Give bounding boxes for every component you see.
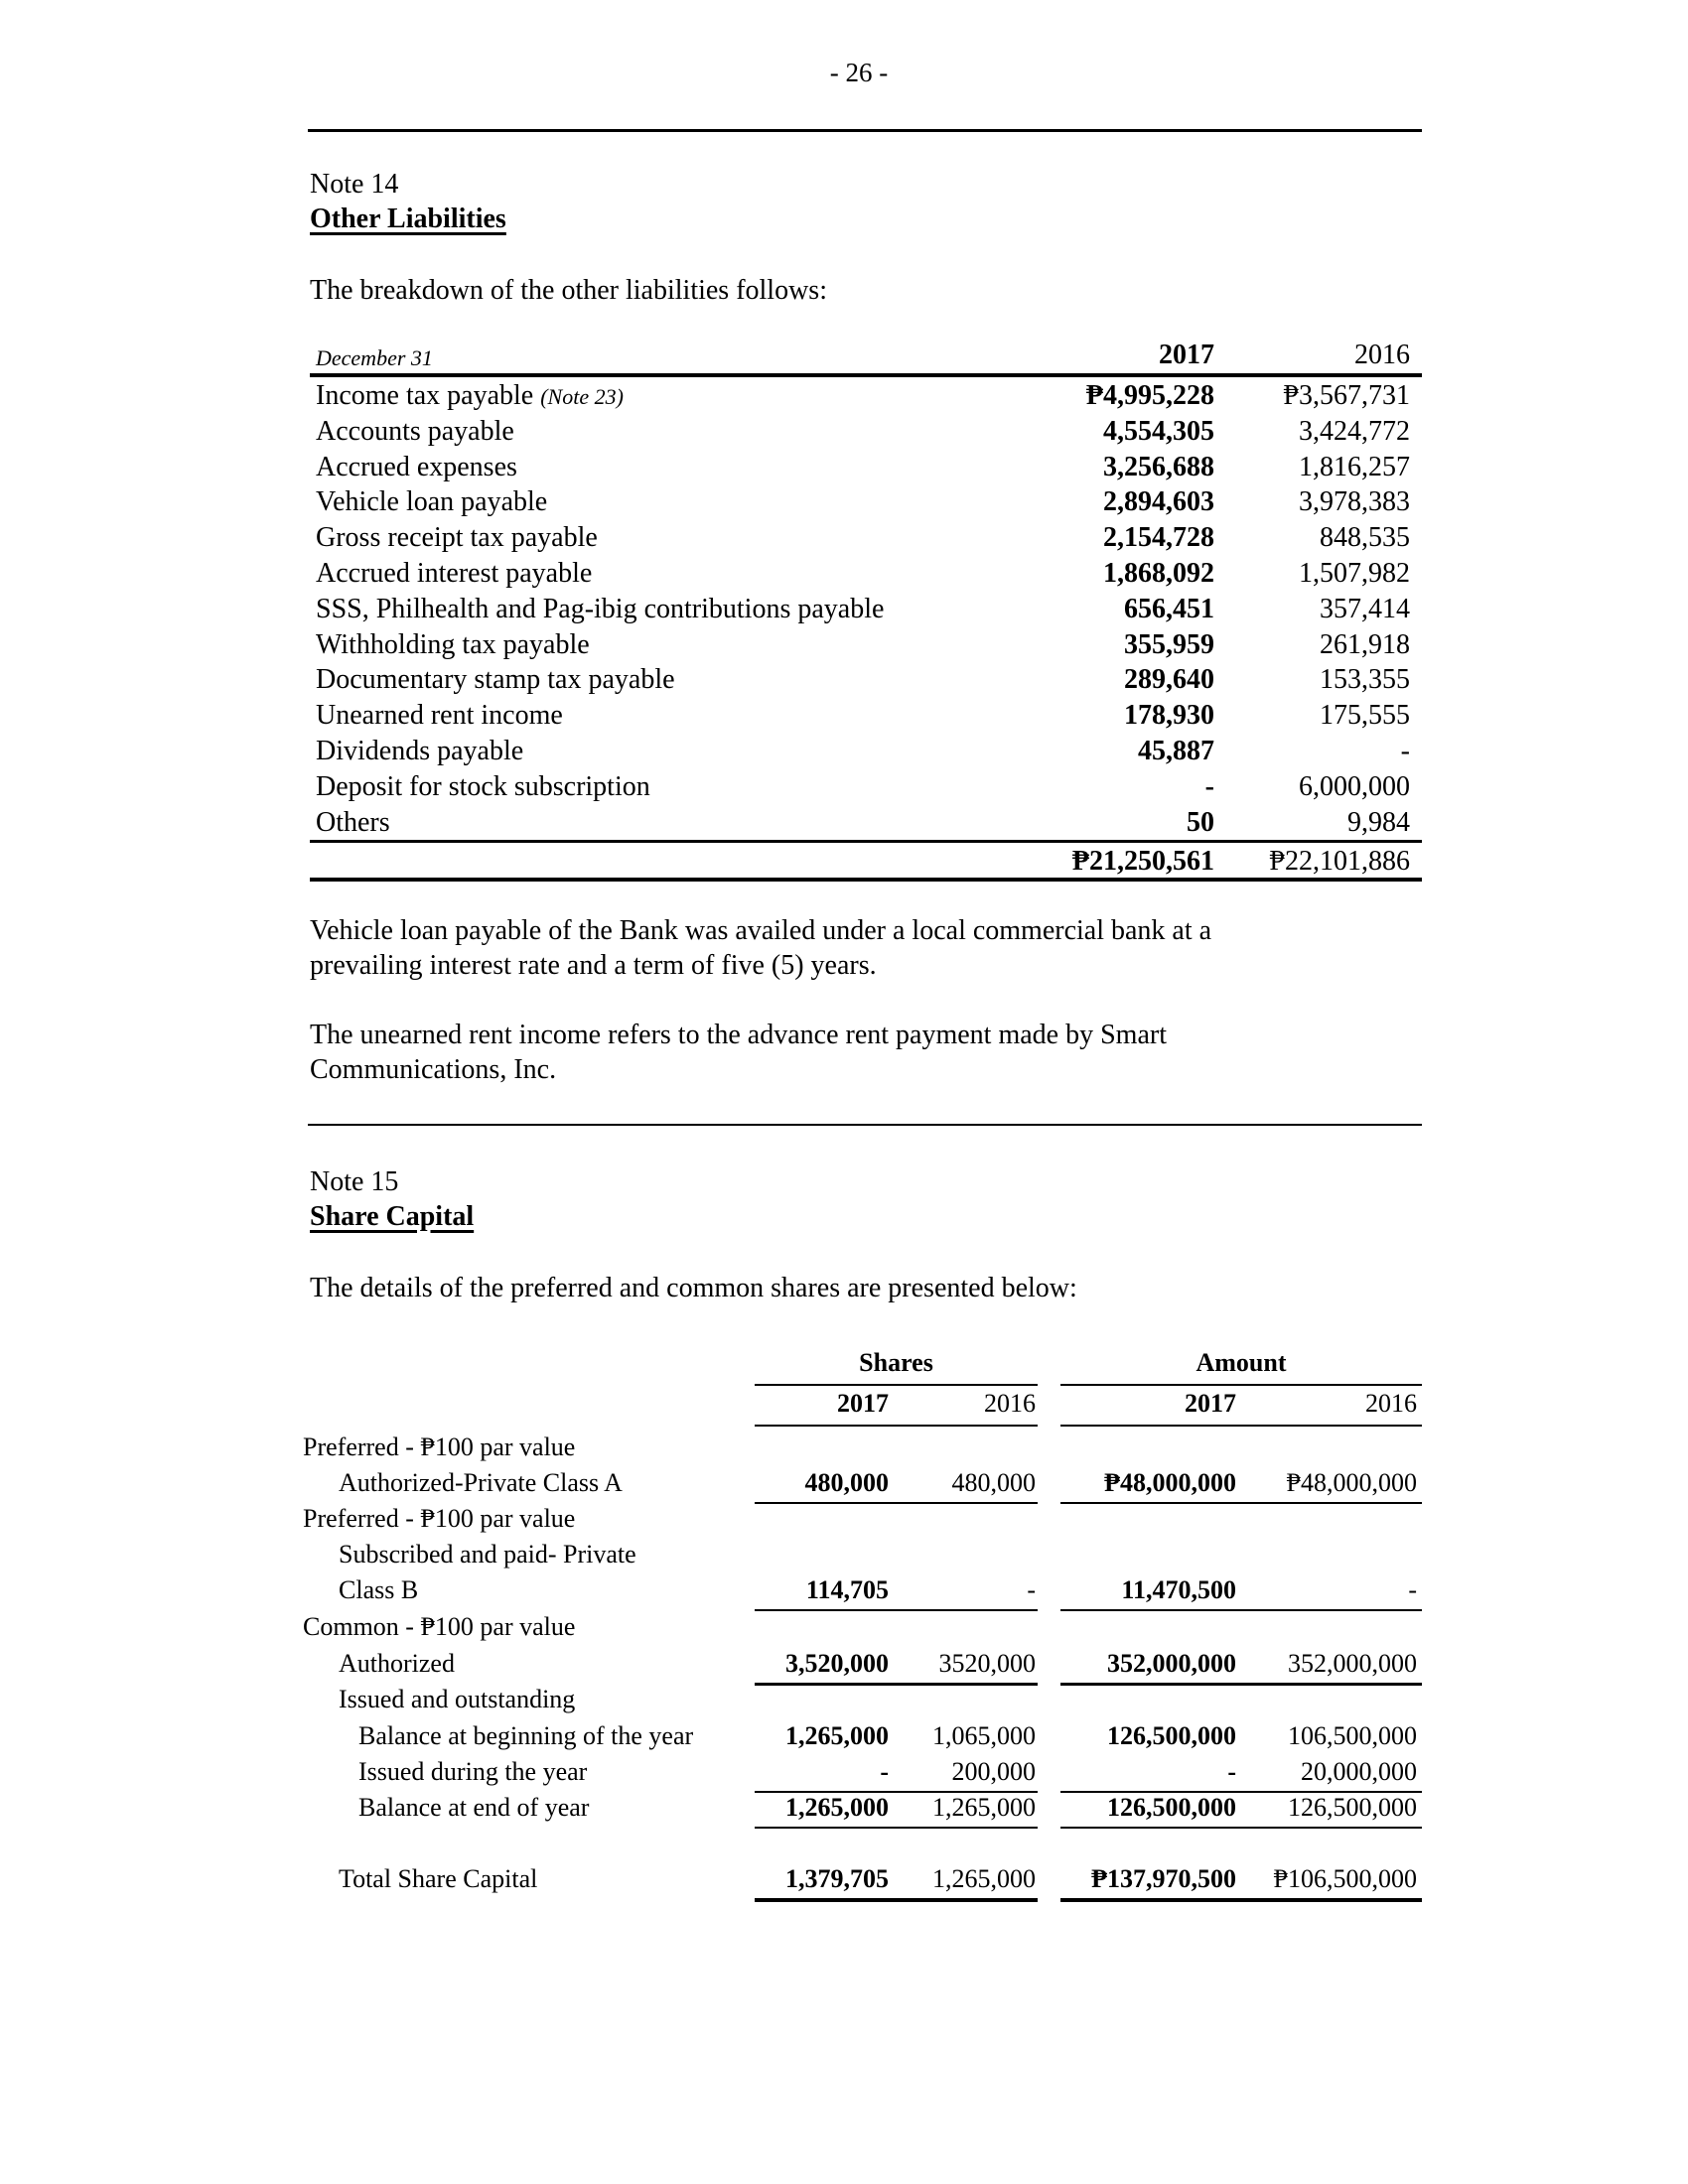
row-label-text: Unearned rent income [316, 700, 563, 732]
row-value-2: 3520,000 [938, 1649, 1036, 1678]
row-label [316, 662, 675, 698]
row-value-3: 126,500,000 [1107, 1721, 1236, 1750]
note15-title: Share Capital [310, 1201, 475, 1232]
table-row [303, 1501, 1425, 1537]
table-row [316, 450, 1418, 485]
header-rule [308, 129, 1422, 132]
row-label: Issued during the year [358, 1757, 588, 1786]
value-2016: 3,978,383 [1299, 486, 1410, 518]
amount-2017-header: 2017 [1185, 1389, 1236, 1418]
row-label-text: SSS, Philhealth and Pag-ibig contributions payable [316, 593, 885, 624]
row-label: Authorized-Private Class A [339, 1468, 623, 1497]
table-header-row [316, 338, 1418, 373]
amount-year-rule [1060, 1425, 1422, 1427]
row-value-2: 480,000 [951, 1468, 1036, 1497]
value-2017: 2,894,603 [1103, 486, 1214, 518]
row-value-2: 200,000 [951, 1757, 1036, 1786]
section-divider [308, 1124, 1422, 1126]
header-2016: 2016 [1354, 340, 1410, 370]
shares-2017-header: 2017 [837, 1389, 889, 1418]
value-2016: ₱3,567,731 [1283, 380, 1410, 411]
row-value-2: 1,065,000 [932, 1721, 1036, 1750]
value-2017: ₱4,995,228 [1085, 380, 1214, 411]
table-row [316, 520, 1418, 556]
row-label-text: Gross receipt tax payable [316, 522, 598, 554]
row-label [316, 805, 390, 841]
paragraph-line: Communications, Inc. [310, 1054, 557, 1085]
row-value-4: 106,500,000 [1288, 1721, 1417, 1750]
paragraph-line: The unearned rent income refers to the advance rent payment made by Smart [310, 1020, 1167, 1050]
row-label: Common - ₱100 par value [303, 1612, 576, 1641]
row-label [316, 556, 592, 592]
subtotal-rule [310, 840, 1422, 843]
table-row [316, 698, 1418, 734]
vehicle-loan-paragraph [310, 913, 1211, 983]
value-2017: 50 [1187, 806, 1214, 838]
row-label-text: Withholding tax payable [316, 628, 590, 660]
row-value-3: ₱48,000,000 [1104, 1468, 1236, 1497]
row-value-4: 126,500,000 [1288, 1793, 1417, 1822]
row-label [316, 484, 547, 520]
row-value-1: 3,520,000 [785, 1649, 889, 1678]
row-note-ref: (Note 23) [540, 384, 624, 409]
table-row [316, 662, 1418, 698]
row-value-3: 126,500,000 [1107, 1793, 1236, 1822]
row-label [316, 734, 523, 769]
row-label: Class B [339, 1575, 419, 1604]
value-2016: 1,507,982 [1299, 558, 1410, 589]
paragraph-line: Vehicle loan payable of the Bank was availed under a local commercial bank at a [310, 915, 1212, 946]
table-row [316, 484, 1418, 520]
value-2017: 4,554,305 [1103, 415, 1214, 447]
row-label: Balance at end of year [358, 1793, 590, 1822]
row-label-text: Deposit for stock subscription [316, 770, 650, 802]
value-2017: 178,930 [1124, 700, 1214, 732]
row-label-text: Accrued expenses [316, 451, 517, 482]
row-value-4: ₱106,500,000 [1273, 1864, 1417, 1893]
table-row [303, 1646, 1425, 1682]
note14-label: Note 14 [310, 169, 399, 200]
row-value-1: 480,000 [804, 1468, 889, 1497]
table-row [303, 1718, 1425, 1754]
row-value-2: 1,265,000 [932, 1793, 1036, 1822]
value-2017: 3,256,688 [1103, 451, 1214, 482]
note14-title: Other Liabilities [310, 204, 506, 234]
note15-intro: The details of the preferred and common shares are presented below: [310, 1273, 1077, 1303]
row-value-4: 352,000,000 [1288, 1649, 1417, 1678]
value-2016: 9,984 [1347, 806, 1410, 838]
row-value-1: 114,705 [805, 1575, 889, 1604]
value-2016: 6,000,000 [1299, 770, 1410, 802]
year-header-row [303, 1386, 1425, 1422]
value-2016: 1,816,257 [1299, 451, 1410, 482]
note15-label: Note 15 [310, 1166, 399, 1197]
value-2016: 261,918 [1320, 628, 1410, 660]
shares-2016-header: 2016 [984, 1389, 1036, 1418]
table-row [303, 1572, 1425, 1608]
row-value-1: 1,265,000 [785, 1721, 889, 1750]
row-label-text: Documentary stamp tax payable [316, 664, 675, 696]
table-header-rule [310, 373, 1422, 377]
row-label [316, 592, 884, 627]
value-2017: 656,451 [1124, 593, 1214, 624]
table-row [303, 1790, 1425, 1826]
row-value-1: - [880, 1757, 889, 1786]
row-label: Total Share Capital [339, 1864, 538, 1893]
row-label-text: Others [316, 806, 390, 838]
table-row [316, 378, 1418, 414]
value-2017: 355,959 [1124, 628, 1214, 660]
row-label: Balance at beginning of the year [358, 1721, 694, 1750]
table-row [303, 1465, 1425, 1501]
table-row [316, 627, 1418, 663]
group-header-amount: Amount [1196, 1348, 1287, 1377]
row-value-3: - [1227, 1757, 1236, 1786]
row-label [316, 414, 514, 450]
row-value-4: ₱48,000,000 [1286, 1468, 1417, 1497]
shares-year-rule [755, 1425, 1038, 1427]
total-2017: ₱21,250,561 [1071, 846, 1214, 877]
row-value-4: 20,000,000 [1301, 1757, 1417, 1786]
page-number: - 26 - [829, 58, 889, 87]
amount-2016-header: 2016 [1365, 1389, 1417, 1418]
row-value-3: 352,000,000 [1107, 1649, 1236, 1678]
table-row [303, 1430, 1425, 1465]
row-label [316, 450, 517, 485]
row-label-text: Accounts payable [316, 415, 514, 447]
value-2016: 153,355 [1320, 664, 1410, 696]
table-row [303, 1682, 1425, 1717]
shares-underline [755, 1898, 1038, 1902]
row-label [316, 769, 650, 805]
table-row [316, 556, 1418, 592]
value-2017: 289,640 [1124, 664, 1214, 696]
value-2017: 2,154,728 [1103, 522, 1214, 554]
row-value-3: 11,470,500 [1121, 1575, 1236, 1604]
row-label [316, 698, 563, 734]
shares-underline [755, 1827, 1038, 1829]
header-date-label: December 31 [316, 345, 433, 370]
value-2016: 357,414 [1320, 593, 1410, 624]
value-2016: - [1400, 736, 1410, 766]
paragraph-line: prevailing interest rate and a term of five (5) years. [310, 950, 877, 981]
table-row [316, 769, 1418, 805]
row-label [316, 378, 624, 415]
row-value-3: ₱137,970,500 [1091, 1864, 1236, 1893]
row-value-2: - [1027, 1575, 1036, 1604]
row-label-text: Accrued interest payable [316, 558, 593, 589]
row-label-text: Dividends payable [316, 736, 524, 766]
table-row [316, 414, 1418, 450]
row-value-2: 1,265,000 [932, 1864, 1036, 1893]
group-header-shares: Shares [859, 1348, 933, 1377]
header-2017: 2017 [1159, 340, 1214, 370]
note14-intro: The breakdown of the other liabilities follows: [310, 275, 827, 306]
value-2016: 3,424,772 [1299, 415, 1410, 447]
table-row [316, 592, 1418, 627]
value-2017: 1,868,092 [1103, 558, 1214, 589]
row-value-1: 1,379,705 [785, 1864, 889, 1893]
table-row [303, 1754, 1425, 1790]
table-total-row [316, 844, 1418, 880]
value-2017: - [1204, 770, 1214, 802]
total-2016: ₱22,101,886 [1269, 846, 1410, 877]
amount-underline [1060, 1898, 1422, 1902]
row-value-4: - [1408, 1575, 1417, 1604]
row-label: Subscribed and paid- Private [339, 1540, 636, 1569]
row-value-1: 1,265,000 [785, 1793, 889, 1822]
table-row [303, 1537, 1425, 1572]
table-row [316, 734, 1418, 769]
table-row [303, 1609, 1425, 1645]
row-label-text: Income tax payable [316, 380, 534, 411]
table-row [303, 1861, 1425, 1897]
row-label: Issued and outstanding [339, 1685, 576, 1713]
total-rule [310, 878, 1422, 882]
table-row [316, 805, 1418, 841]
row-label: Preferred - ₱100 par value [303, 1433, 576, 1461]
amount-underline [1060, 1827, 1422, 1829]
value-2017: 45,887 [1138, 736, 1214, 766]
row-label [316, 520, 598, 556]
row-label: Preferred - ₱100 par value [303, 1504, 576, 1533]
row-label [316, 627, 590, 663]
value-2016: 848,535 [1320, 522, 1410, 554]
value-2016: 175,555 [1320, 700, 1410, 732]
unearned-rent-paragraph [310, 1018, 1167, 1087]
row-label-text: Vehicle loan payable [316, 486, 548, 518]
row-label: Authorized [339, 1649, 455, 1678]
